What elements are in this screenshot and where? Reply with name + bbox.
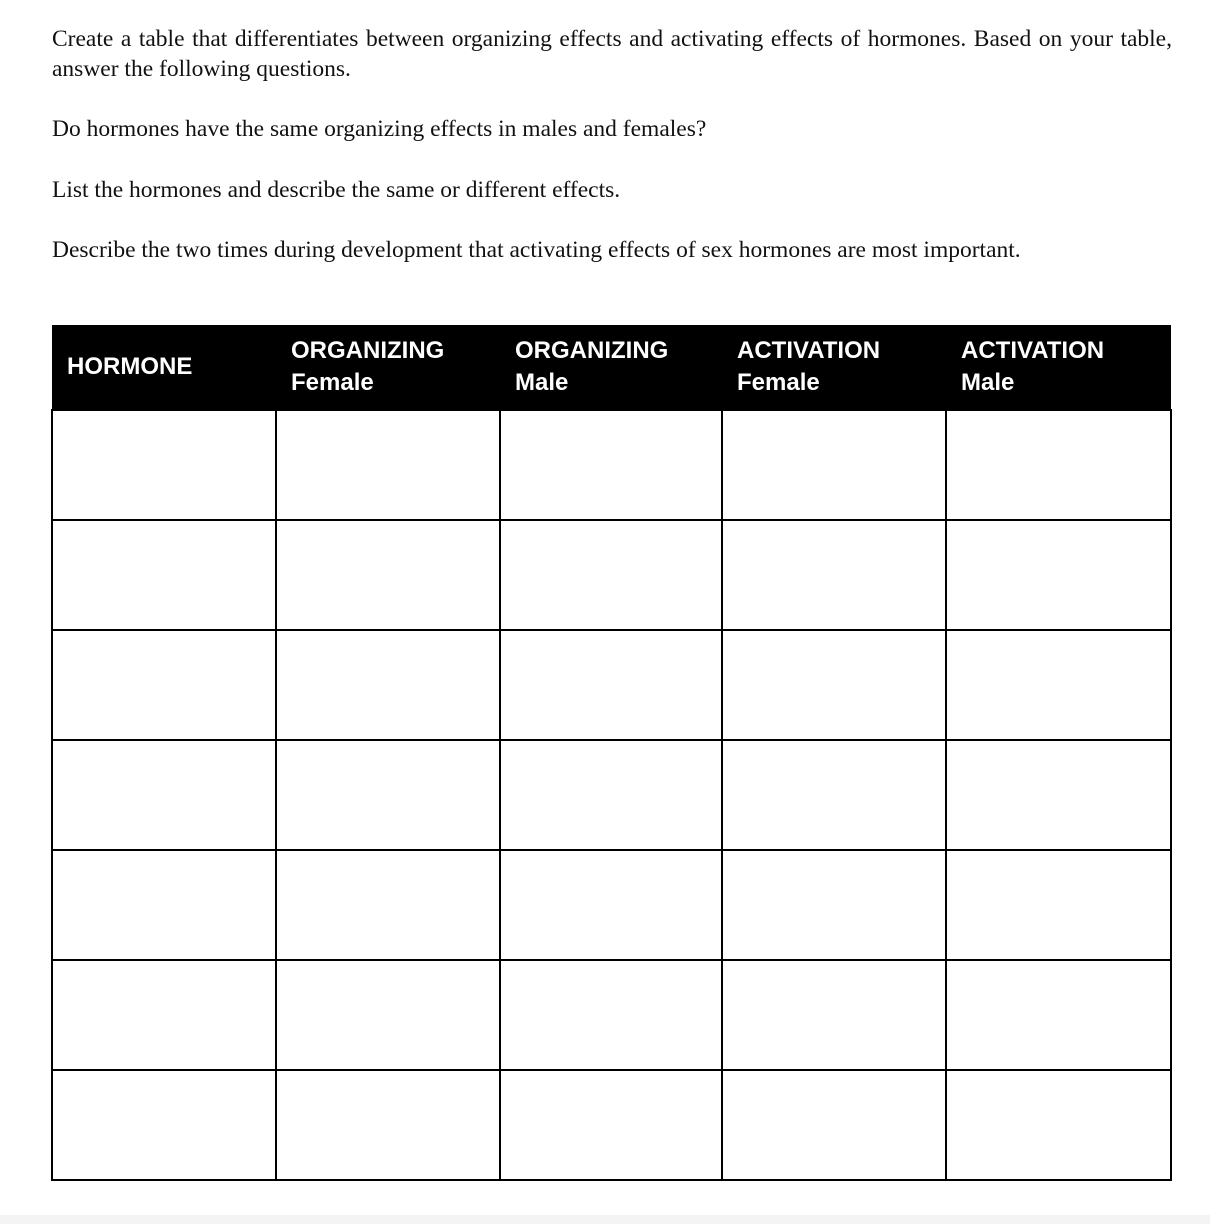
header-organizing-female xyxy=(276,325,500,410)
table-cell[interactable] xyxy=(722,1070,946,1180)
header-hormone xyxy=(52,325,276,410)
header-activation-male-line1: ACTIVATION xyxy=(961,337,1105,364)
table-cell[interactable] xyxy=(946,630,1171,740)
table-header-row xyxy=(52,325,1171,410)
intro-text: Create a table that differentiates between organizing effects and activating effects of hormones. Based on your table, answer the following questions. xyxy=(52,26,1172,82)
hormone-effects-table xyxy=(51,325,1172,1181)
header-organizing-female-line2: Female xyxy=(291,369,374,396)
table-cell[interactable] xyxy=(500,740,722,850)
table-cell[interactable] xyxy=(276,1070,500,1180)
table-cell[interactable] xyxy=(276,630,500,740)
table-row xyxy=(52,630,1171,740)
table-row xyxy=(52,960,1171,1070)
header-activation-female-line2: Female xyxy=(737,369,820,396)
header-activation-female-line1: ACTIVATION xyxy=(737,337,881,364)
question-2: List the hormones and describe the same or different effects. xyxy=(52,177,621,203)
table-cell[interactable] xyxy=(722,740,946,850)
table-cell[interactable] xyxy=(946,410,1171,520)
table-cell[interactable] xyxy=(276,740,500,850)
table-cell[interactable] xyxy=(52,410,276,520)
table-cell[interactable] xyxy=(500,850,722,960)
table-cell[interactable] xyxy=(276,520,500,630)
table-cell[interactable] xyxy=(946,960,1171,1070)
table-cell[interactable] xyxy=(946,1070,1171,1180)
table-cell[interactable] xyxy=(52,630,276,740)
table-cell[interactable] xyxy=(500,520,722,630)
header-activation-male-line2: Male xyxy=(961,369,1015,396)
header-organizing-male-line1: ORGANIZING xyxy=(515,337,669,364)
table-cell[interactable] xyxy=(276,410,500,520)
table-cell[interactable] xyxy=(722,520,946,630)
header-organizing-male-line2: Male xyxy=(515,369,569,396)
table-body xyxy=(52,410,1171,1180)
instructions xyxy=(52,24,1172,265)
table-cell[interactable] xyxy=(722,630,946,740)
table-row xyxy=(52,740,1171,850)
table-cell[interactable] xyxy=(500,630,722,740)
table-cell[interactable] xyxy=(500,960,722,1070)
header-hormone-line2: HORMONE xyxy=(67,353,193,380)
table-cell[interactable] xyxy=(500,410,722,520)
table-cell[interactable] xyxy=(52,850,276,960)
table-cell[interactable] xyxy=(52,520,276,630)
table-cell[interactable] xyxy=(52,740,276,850)
table-row xyxy=(52,520,1171,630)
table-cell[interactable] xyxy=(276,850,500,960)
table-row xyxy=(52,410,1171,520)
header-organizing-female-line1: ORGANIZING xyxy=(291,337,445,364)
table-cell[interactable] xyxy=(500,1070,722,1180)
table-cell[interactable] xyxy=(946,520,1171,630)
table-cell[interactable] xyxy=(52,1070,276,1180)
table-cell[interactable] xyxy=(946,850,1171,960)
page-bottom-edge xyxy=(0,1215,1210,1224)
header-activation-male xyxy=(946,325,1171,410)
header-activation-female xyxy=(722,325,946,410)
table-cell[interactable] xyxy=(722,960,946,1070)
table-cell[interactable] xyxy=(722,410,946,520)
question-3: Describe the two times during development that activating effects of sex hormones are most important. xyxy=(52,237,1021,263)
table-cell[interactable] xyxy=(722,850,946,960)
header-organizing-male xyxy=(500,325,722,410)
table-row xyxy=(52,1070,1171,1180)
question-1: Do hormones have the same organizing effects in males and females? xyxy=(52,116,707,142)
table-cell[interactable] xyxy=(276,960,500,1070)
table-cell[interactable] xyxy=(52,960,276,1070)
table-cell[interactable] xyxy=(946,740,1171,850)
table-row xyxy=(52,850,1171,960)
